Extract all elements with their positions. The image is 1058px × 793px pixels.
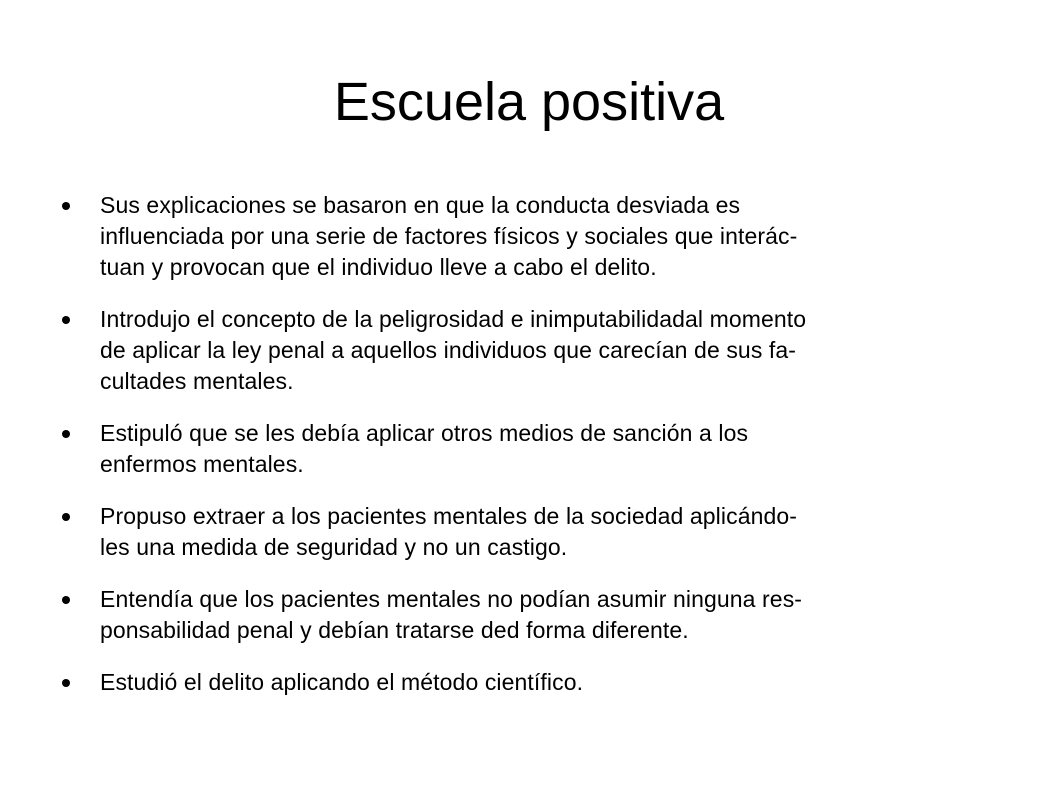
bullet-dot-icon [62,430,70,438]
bullet-text-line: les una medida de seguridad y no un castigo. [100,534,568,560]
bullet-item [62,501,1002,563]
bullet-text-line: Estipuló que se les debía aplicar otros medios de sanción a los [100,420,749,446]
bullet-text-line: de aplicar la ley penal a aquellos individuos que carecían de sus fa- [100,337,797,363]
bullet-text-line: Propuso extraer a los pacientes mentales de la sociedad aplicándo- [100,503,798,529]
bullet-dot-icon [62,316,70,324]
bullet-text-line: influenciada por una serie de factores físicos y sociales que interác- [100,223,798,249]
bullet-text-line: tuan y provocan que el individuo lleve a cabo el delito. [100,254,657,280]
bullet-text-line: Sus explicaciones se basaron en que la conducta desviada es [100,192,741,218]
bullet-dot-icon [62,679,70,687]
bullet-dot-icon [62,202,70,210]
bullet-dot-icon [62,513,70,521]
bullet-text-line: ponsabilidad penal y debían tratarse ded forma diferente. [100,617,689,643]
bullet-item [62,418,1002,480]
bullet-text-line: Introdujo el concepto de la peligrosidad e inimputabilidadal momento [100,306,807,332]
bullet-item [62,584,1002,646]
bullet-item [62,190,1002,283]
bullet-dot-icon [62,596,70,604]
bullet-text-line: enfermos mentales. [100,451,304,477]
bullet-item [62,667,1002,698]
bullet-text-line: cultades mentales. [100,368,294,394]
bullet-text-line: Estudió el delito aplicando el método científico. [100,669,584,695]
slide-title: Escuela positiva [333,72,725,132]
bullet-item [62,304,1002,397]
bullet-list [62,190,1002,698]
bullet-text-line: Entendía que los pacientes mentales no podían asumir ninguna res- [100,586,803,612]
